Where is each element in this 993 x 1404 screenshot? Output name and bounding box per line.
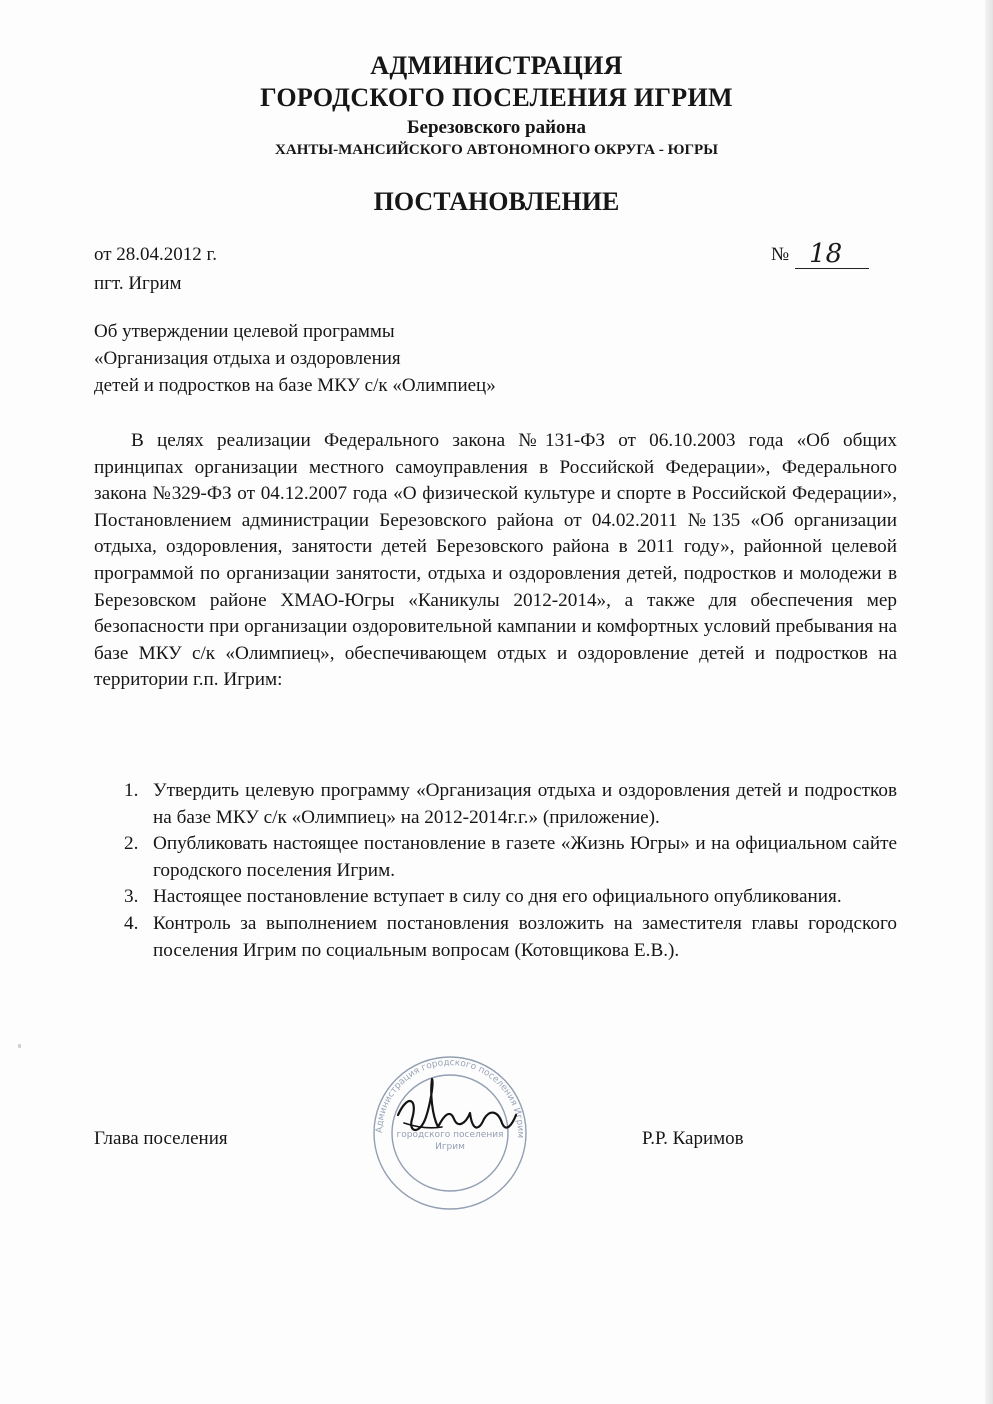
district-name: Березовского района: [406, 117, 587, 138]
subject-line: детей и подростков на базе МКУ с/к «Олимпиец»: [94, 375, 496, 396]
resolution-items: [94, 778, 897, 964]
preamble-paragraph: В целях реализации Федерального закона №131-ФЗ от 06.10.2003 года «Об общих принципах организации местного самоуправления в Российской Федерации», Федерального закона №329-ФЗ от 04.12.2007 года «О физической культуре и спорте в Российской Федерации», Постановлением администрации Березовского района от 04.02.2011 №135 «Об организации отдыха, оздоровления, занятости детей Березовского района в 2011 году», районной целевой программой по организации занятости, отдыха и оздоровления детей, подростков и молодежи в Березовском районе ХМАО-Югры «Каникулы 2012-2014», а также для обеспечения мер безопасности при организации оздоровительной кампании и комфортных условий пребывания на базе МКУ с/к «Олимпиец», обеспечивающем отдых и оздоровление детей и подростков на территории г.п. Игрим:: [94, 430, 897, 691]
number-label: №: [771, 244, 790, 265]
item-text: Опубликовать настоящее постановление в газете «Жизнь Югры» и на официальном сайте городского поселения Игрим.: [153, 833, 897, 881]
subject-line: «Организация отдыха и оздоровления: [94, 348, 401, 369]
document-place: пгт. Игрим: [94, 273, 182, 294]
subject-line: Об утверждении целевой программы: [94, 321, 395, 342]
item-marker: 4.: [124, 912, 139, 934]
item-text: Утвердить целевую программу «Организация отдыха и оздоровления детей и подростков на базе МКУ с/к «Олимпиец» на 2012-2014г.г.» (приложение).: [153, 780, 897, 828]
item-marker: 3.: [124, 886, 139, 908]
signatory-name: Р.Р. Каримов: [642, 1128, 744, 1149]
document-date: от 28.04.2012 г.: [94, 244, 217, 265]
stamp-inner-line2: Игрим: [435, 1142, 465, 1152]
document-subject: [94, 318, 496, 399]
item-marker: 2.: [124, 833, 139, 855]
org-name-line2: ГОРОДСКОГО ПОСЕЛЕНИЯ ИГРИМ: [260, 83, 733, 112]
handwritten-number: 18: [809, 239, 843, 269]
resolution-item: [94, 778, 897, 831]
item-text: Настоящее постановление вступает в силу со дня его официального опубликования.: [153, 886, 842, 908]
org-name-line1: АДМИНИСТРАЦИЯ: [370, 51, 623, 80]
resolution-item: [94, 831, 897, 884]
document-number: [771, 240, 869, 269]
resolution-item: [94, 911, 897, 964]
document-header: [0, 50, 993, 218]
stamp-outer-text: Администрация городского поселения Игрим: [374, 1057, 526, 1139]
okrug-name: ХАНТЫ-МАНСИЙСКОГО АВТОНОМНОГО ОКРУГА - ЮГРЫ: [275, 142, 718, 158]
item-marker: 1.: [124, 780, 139, 801]
scan-speck: [18, 1044, 21, 1048]
resolution-item: [94, 884, 897, 911]
date-place-block: [94, 240, 217, 298]
official-stamp: [360, 1053, 540, 1213]
signatory-position: Глава поселения: [94, 1128, 228, 1149]
document-type-title: ПОСТАНОВЛЕНИЕ: [373, 187, 620, 216]
stamp-inner-line1: городского поселения: [396, 1130, 504, 1140]
item-text: Контроль за выполнением постановления возложить на заместителя главы городского поселения Игрим по социальным вопросам (Котовщикова Е.В.).: [153, 912, 897, 961]
number-underline: [795, 239, 869, 269]
